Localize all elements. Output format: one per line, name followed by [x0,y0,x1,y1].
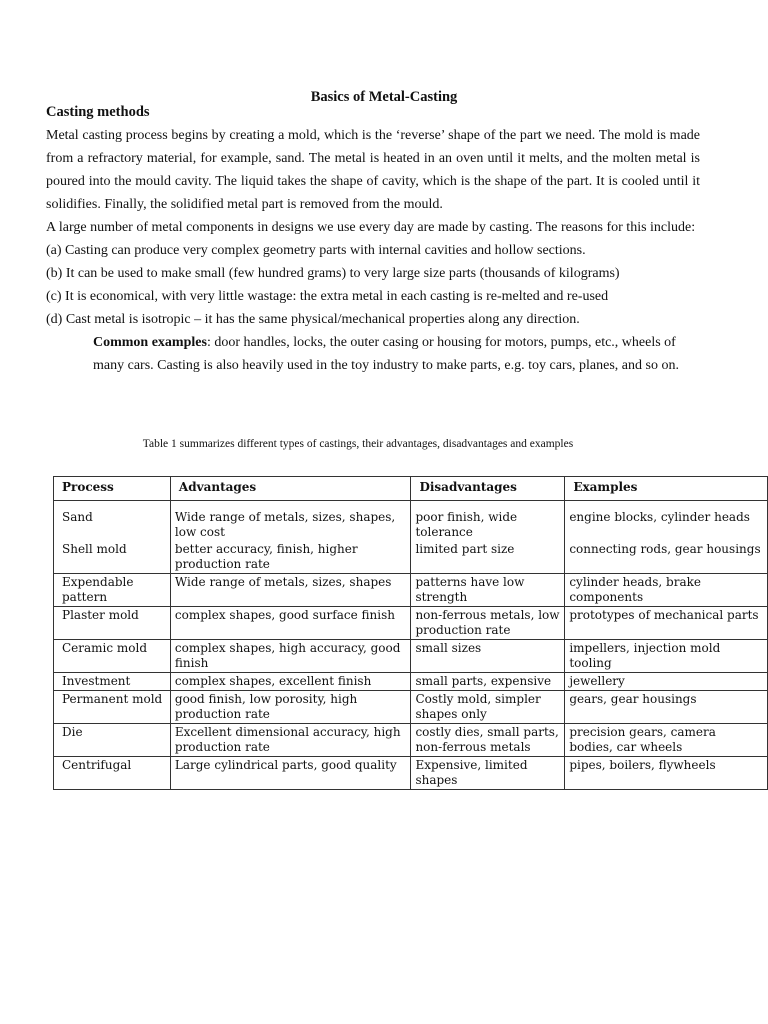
table-row [54,757,768,790]
cell-examples: prototypes of mechanical parts [565,607,768,640]
cell-disadvantages: non-ferrous metals, low production rate [411,607,565,640]
cell-process: Ceramic mold [54,640,171,673]
header-examples: Examples [565,477,768,501]
section-heading: Casting methods [46,104,150,120]
header-advantages: Advantages [170,477,411,501]
table-row [54,501,768,542]
cell-advantages: complex shapes, good surface finish [170,607,411,640]
cell-process: Permanent mold [54,691,171,724]
table-row [54,541,768,574]
cell-examples: precision gears, camera bodies, car wheels [565,724,768,757]
common-examples [93,331,700,377]
cell-advantages: Wide range of metals, sizes, shapes, low cost [170,501,411,542]
cell-advantages: good finish, low porosity, high production rate [170,691,411,724]
cell-advantages: Wide range of metals, sizes, shapes [170,574,411,607]
cell-disadvantages: patterns have low strength [411,574,565,607]
cell-examples: jewellery [565,673,768,691]
cell-examples: pipes, boilers, flywheels [565,757,768,790]
paragraph-reasons-intro: A large number of metal components in designs we use every day are made by casting. The reasons for this include: [46,220,696,235]
page-title: Basics of Metal-Casting [310,89,458,105]
cell-disadvantages: Costly mold, simpler shapes only [411,691,565,724]
cell-advantages: complex shapes, high accuracy, good finish [170,640,411,673]
table-row [54,673,768,691]
cell-examples: engine blocks, cylinder heads [565,501,768,542]
paragraph-intro: Metal casting process begins by creating a mold, which is the ‘reverse’ shape of the part we need. The mold is made from a refractory material, for example, sand. The metal is heated in an oven until it melts, and the molten metal is poured into the mould cavity. The liquid takes the shape of cavity, which is the shape of the part. It is cooled until it solidifies. Finally, the solidified metal part is removed from the mould. [46,128,700,212]
cell-disadvantages: poor finish, wide tolerance [411,501,565,542]
cell-examples: cylinder heads, brake components [565,574,768,607]
cell-process: Shell mold [54,541,171,574]
reason-item-c: (c) It is economical, with very little wastage: the extra metal in each casting is re-melted and re-used [46,289,609,304]
cell-process: Expendable pattern [54,574,171,607]
common-examples-label: Common examples [93,335,207,350]
table-row [54,691,768,724]
header-process: Process [54,477,171,501]
cell-examples: gears, gear housings [565,691,768,724]
table-row [54,607,768,640]
cell-advantages: Large cylindrical parts, good quality [170,757,411,790]
cell-advantages: better accuracy, finish, higher production rate [170,541,411,574]
cell-advantages: complex shapes, excellent finish [170,673,411,691]
cell-process: Centrifugal [54,757,171,790]
reason-item-a: (a) Casting can produce very complex geometry parts with internal cavities and hollow sections. [46,243,586,258]
table-caption: Table 1 summarizes different types of castings, their advantages, disadvantages and examples [142,438,574,450]
reason-item-d: (d) Cast metal is isotropic – it has the same physical/mechanical properties along any direction. [46,312,580,327]
table-row [54,724,768,757]
cell-disadvantages: limited part size [411,541,565,574]
cell-disadvantages: small sizes [411,640,565,673]
cell-process: Die [54,724,171,757]
body-text [46,124,700,377]
casting-types-table [53,476,768,790]
cell-process: Plaster mold [54,607,171,640]
cell-examples: connecting rods, gear housings [565,541,768,574]
table-header-row [54,477,768,501]
cell-process: Sand [54,501,171,542]
cell-disadvantages: costly dies, small parts, non-ferrous metals [411,724,565,757]
header-disadvantages: Disadvantages [411,477,565,501]
cell-advantages: Excellent dimensional accuracy, high production rate [170,724,411,757]
cell-disadvantages: Expensive, limited shapes [411,757,565,790]
reason-item-b: (b) It can be used to make small (few hundred grams) to very large size parts (thousands of kilograms) [46,266,620,281]
table-row [54,640,768,673]
cell-disadvantages: small parts, expensive [411,673,565,691]
cell-examples: impellers, injection mold tooling [565,640,768,673]
table-row [54,574,768,607]
common-examples-text: : door handles, locks, the outer casing or housing for motors, pumps, etc., wheels of many cars. Casting is also heavily used in the toy industry to make parts, e.g. toy cars, planes, and so on. [93,335,679,373]
cell-process: Investment [54,673,171,691]
